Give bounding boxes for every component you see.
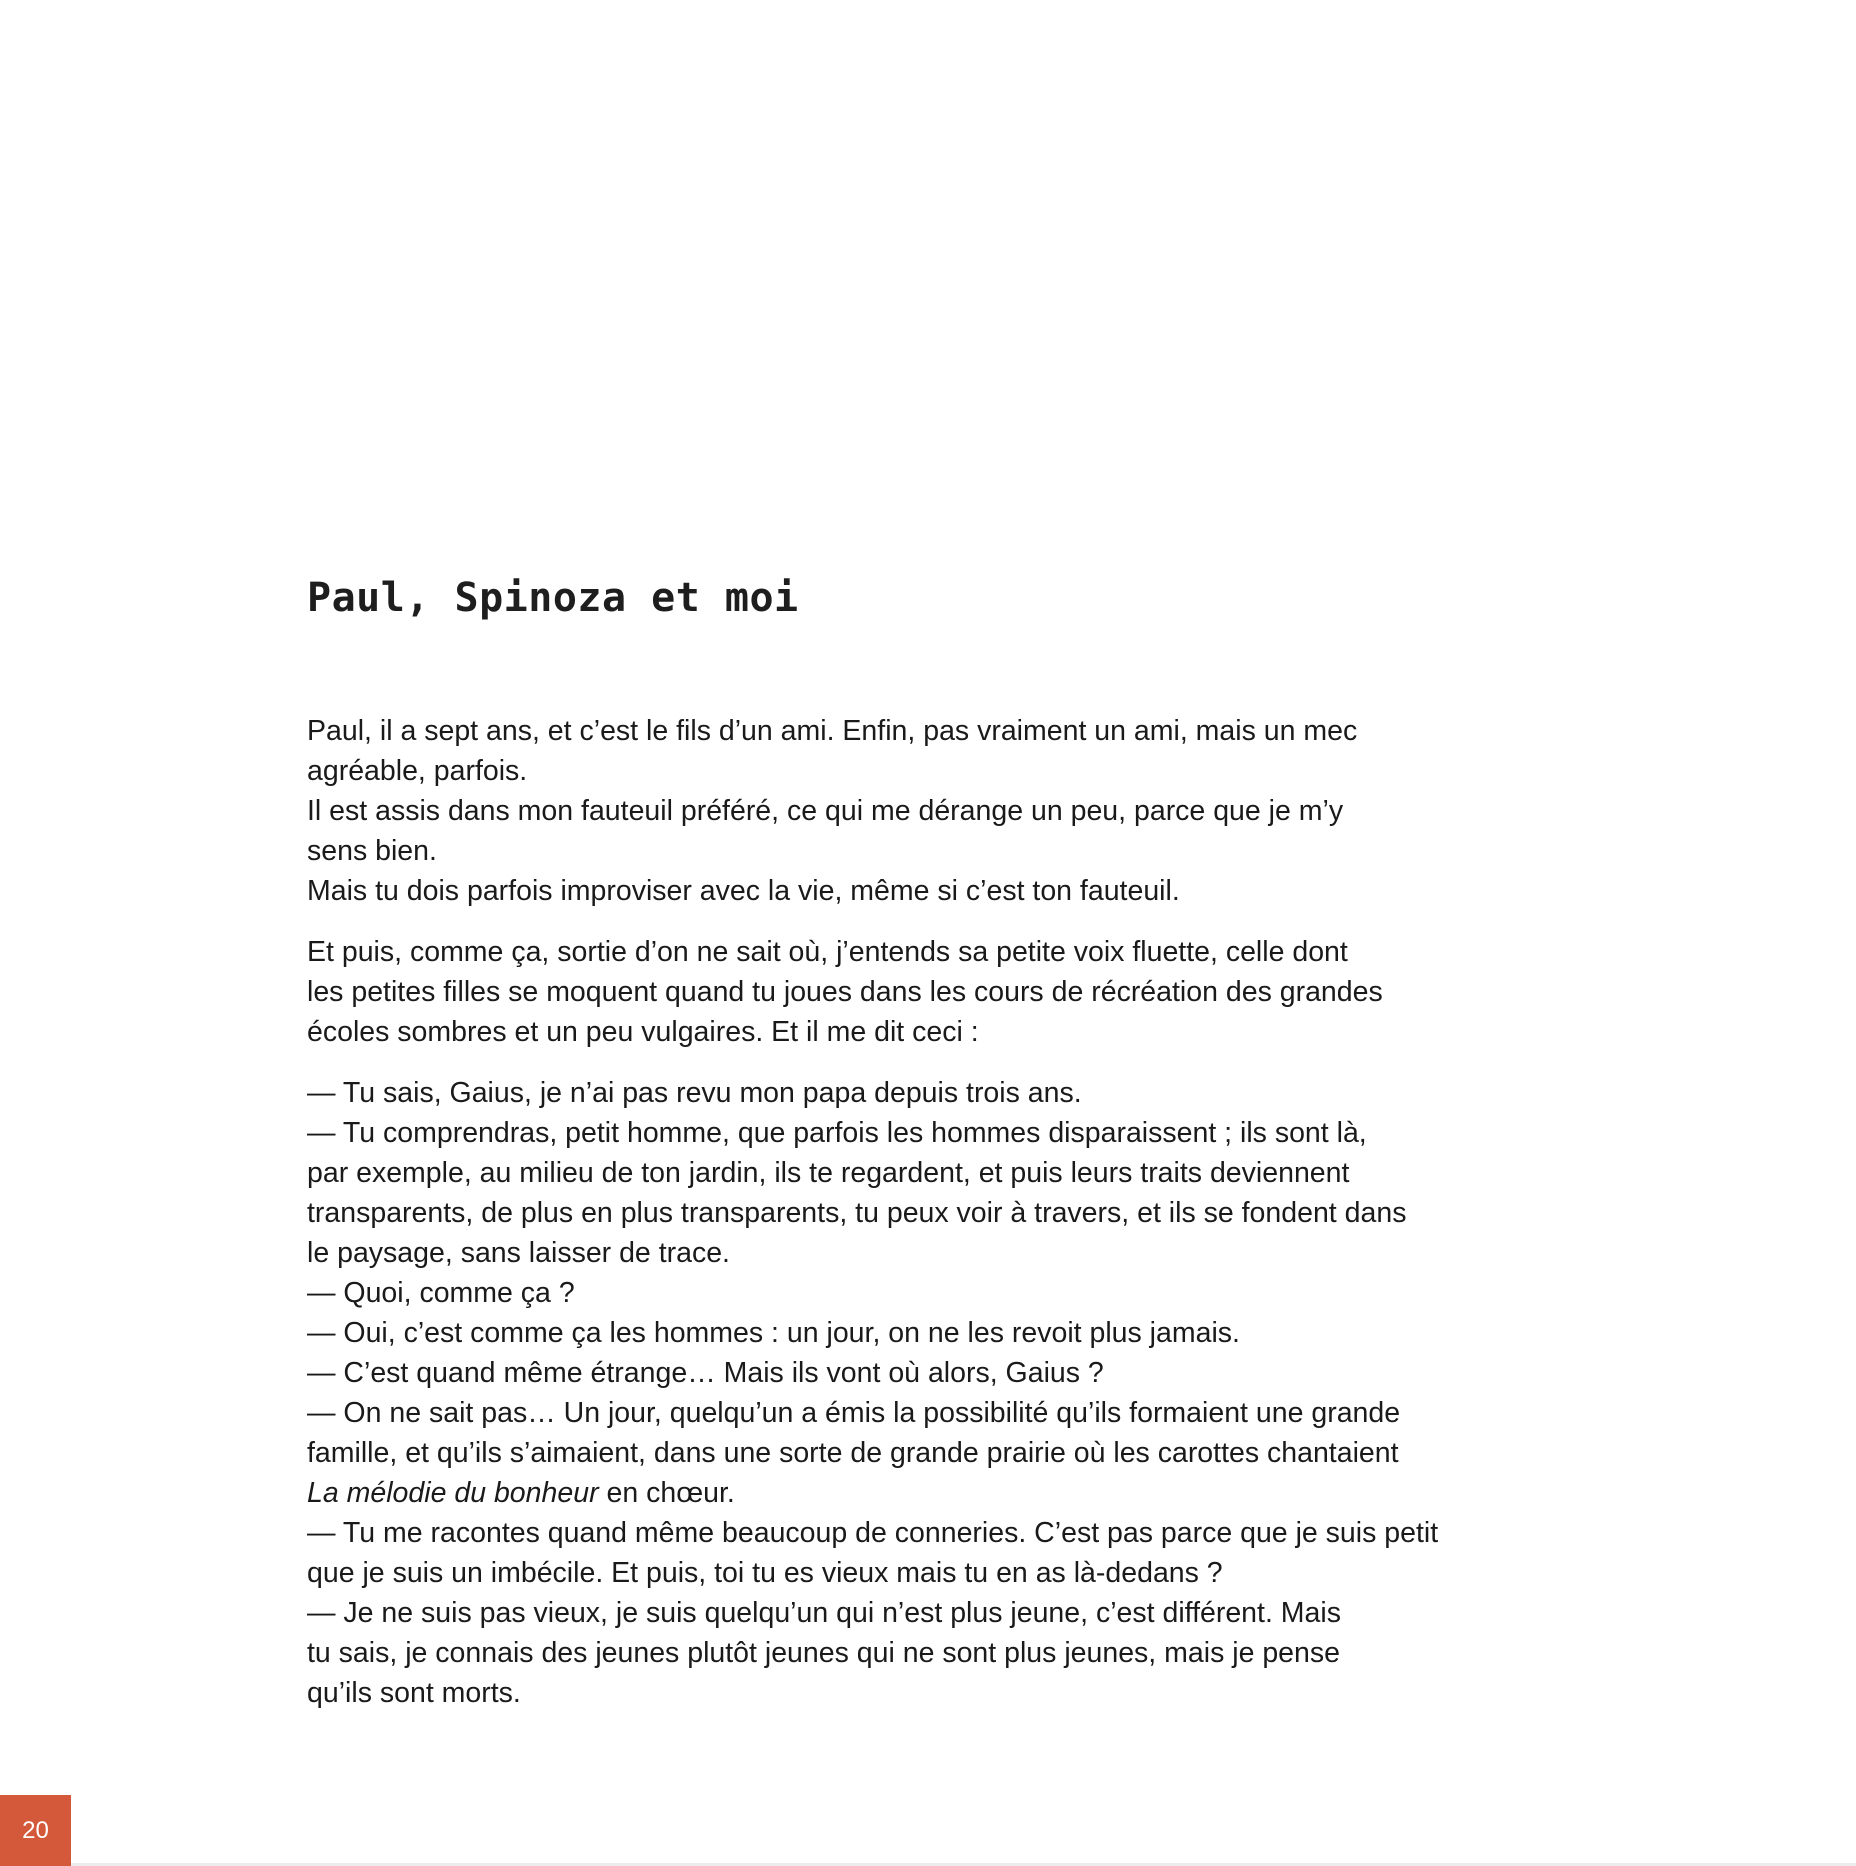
dialogue-line: — C’est quand même étrange… Mais ils vont où alors, Gaius ? — [307, 1357, 1104, 1389]
dialogue-line: — Tu me racontes quand même beaucoup de conneries. C’est pas parce que je suis petit — [307, 1517, 1439, 1549]
text-line: les petites filles se moquent quand tu joues dans les cours de récréation des grandes — [307, 976, 1383, 1008]
dialogue-line: — Tu comprendras, petit homme, que parfois les hommes disparaissent ; ils sont là, — [307, 1117, 1367, 1149]
page-number-badge — [0, 1795, 71, 1866]
dialogue-line: — Quoi, comme ça ? — [307, 1277, 575, 1309]
dialogue-line: — Je ne suis pas vieux, je suis quelqu’un qui n’est plus jeune, c’est différent. Mais — [307, 1597, 1341, 1629]
text-line: Et puis, comme ça, sortie d’on ne sait où, j’entends sa petite voix fluette, celle dont — [307, 936, 1348, 968]
dialogue-line: transparents, de plus en plus transparents, tu peux voir à travers, et ils se fondent dans — [307, 1197, 1407, 1229]
text-line: Il est assis dans mon fauteuil préféré, ce qui me dérange un peu, parce que je m’y — [307, 795, 1344, 827]
dialogue-paragraph — [307, 1073, 1567, 1713]
dialogue-line: tu sais, je connais des jeunes plutôt jeunes qui ne sont plus jeunes, mais je pense — [307, 1637, 1340, 1669]
dialogue-line: — On ne sait pas… Un jour, quelqu’un a émis la possibilité qu’ils formaient une grande — [307, 1397, 1401, 1429]
dialogue-line: qu’ils sont morts. — [307, 1677, 521, 1709]
dialogue-line: famille, et qu’ils s’aimaient, dans une sorte de grande prairie où les carottes chantaient — [307, 1437, 1399, 1469]
text-line: Paul, il a sept ans, et c’est le fils d’un ami. Enfin, pas vraiment un ami, mais un mec — [307, 715, 1358, 747]
text-fragment: en chœur. — [598, 1477, 735, 1509]
text-line: sens bien. — [307, 835, 437, 867]
dialogue-line: — Tu sais, Gaius, je n’ai pas revu mon papa depuis trois ans. — [307, 1077, 1082, 1109]
chapter-title: Paul, Spinoza et moi — [307, 575, 799, 621]
chapter-body — [307, 711, 1567, 1734]
text-line: agréable, parfois. — [307, 755, 528, 787]
dialogue-line: par exemple, au milieu de ton jardin, ils te regardent, et puis leurs traits deviennent — [307, 1157, 1350, 1189]
dialogue-line: le paysage, sans laisser de trace. — [307, 1237, 730, 1269]
paragraph-2 — [307, 932, 1567, 1052]
text-line: Mais tu dois parfois improviser avec la vie, même si c’est ton fauteuil. — [307, 875, 1180, 907]
song-title: La mélodie du bonheur — [307, 1477, 599, 1509]
paragraph-1 — [307, 711, 1567, 911]
page-number: 20 — [22, 1816, 49, 1844]
text-line: écoles sombres et un peu vulgaires. Et il me dit ceci : — [307, 1016, 979, 1048]
dialogue-line: que je suis un imbécile. Et puis, toi tu es vieux mais tu en as là-dedans ? — [307, 1557, 1223, 1589]
dialogue-line-with-title — [307, 1473, 1567, 1513]
dialogue-line: — Oui, c’est comme ça les hommes : un jour, on ne les revoit plus jamais. — [307, 1317, 1240, 1349]
